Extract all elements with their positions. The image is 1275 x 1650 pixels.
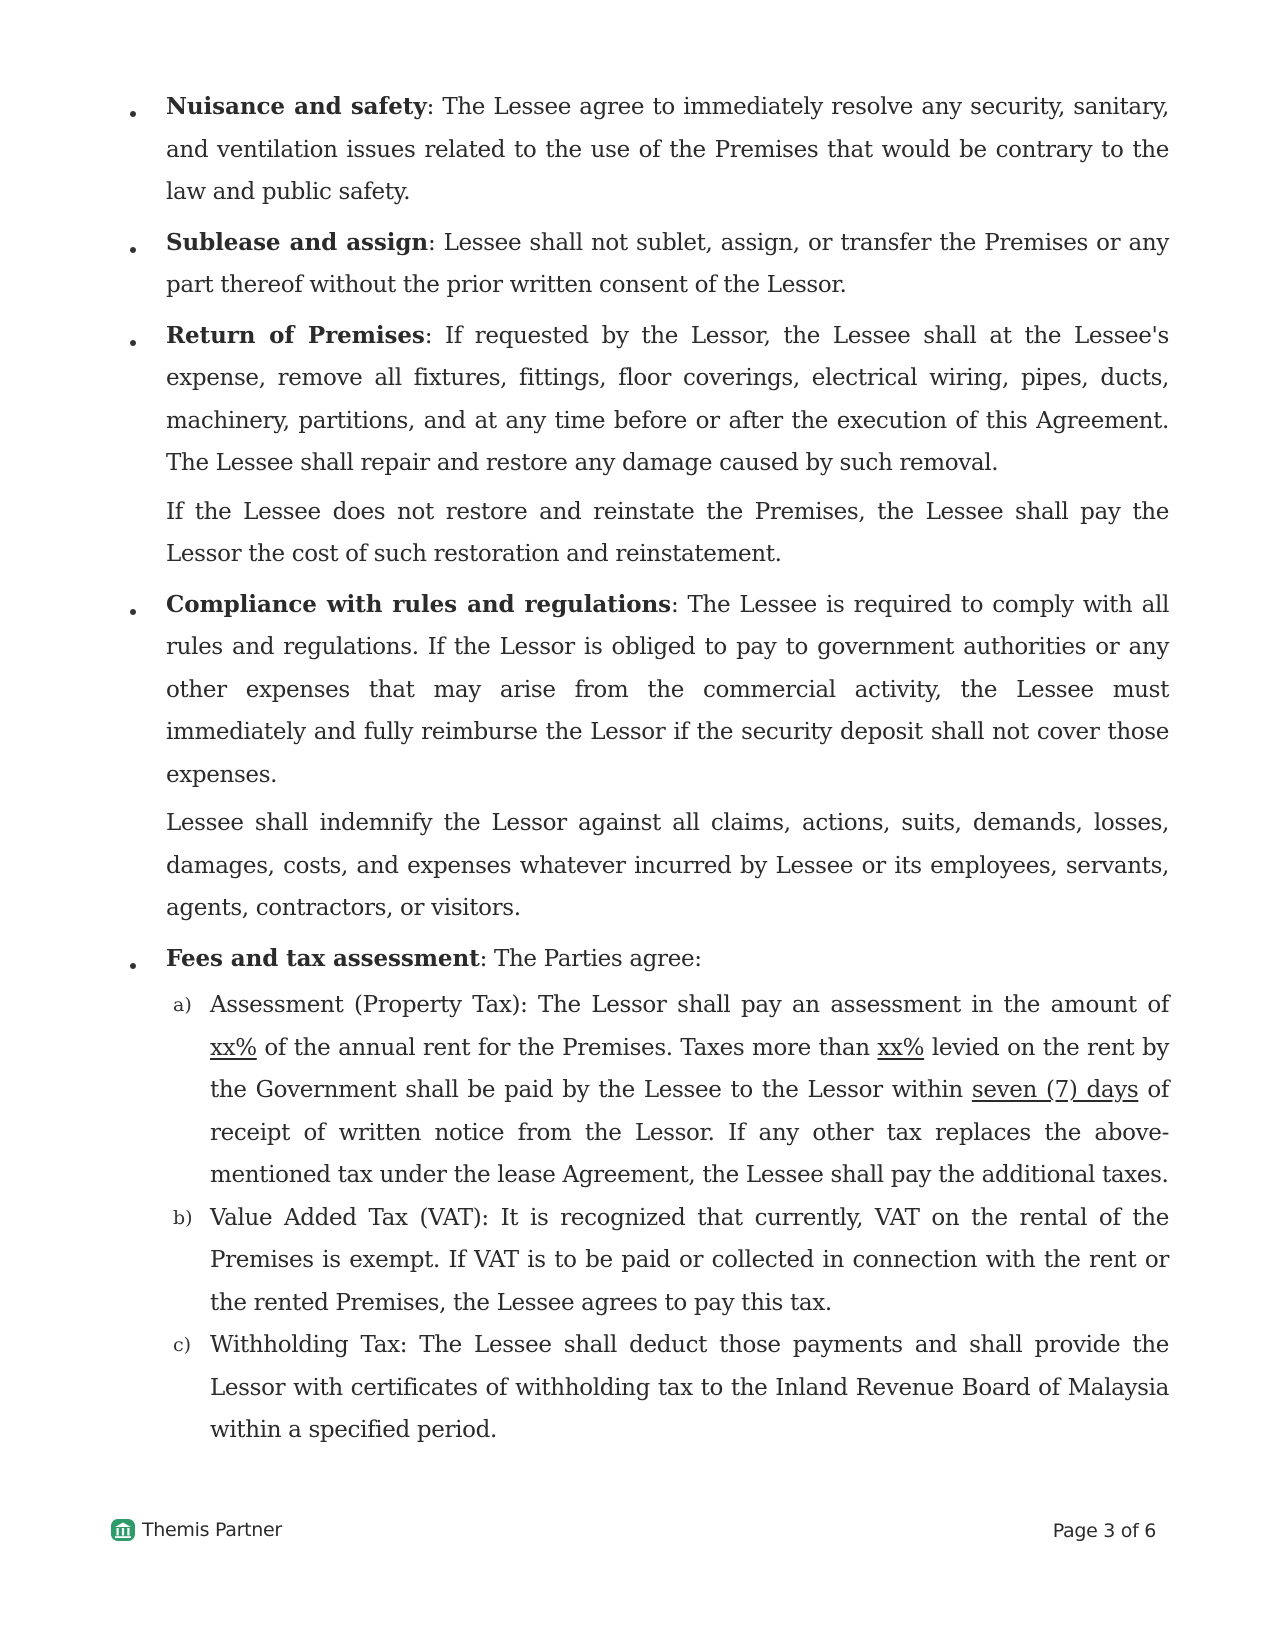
clause-extra-paragraph: If the Lessee does not restore and reinstate the Premises, the Lessee shall pay the Lessor the cost of such restoration and reinstatement. xyxy=(166,498,1169,567)
sub-item-text: Value Added Tax (VAT): It is recognized that currently, VAT on the rental of the Premises is exempt. If VAT is to be paid or collected in connection with the rent or the rented Premises, the Lessee agrees to pay this tax. xyxy=(210,1204,1169,1316)
bullet-icon xyxy=(130,963,136,969)
clause-nuisance-and-safety xyxy=(0,86,1275,214)
bullet-icon xyxy=(130,609,136,615)
days-field: seven (7) days xyxy=(971,1077,1139,1103)
clause-paragraph xyxy=(166,938,1169,981)
text-run: levied on the rent by the Government shall be paid by the Lessee to the Lessor within xyxy=(210,1034,1169,1103)
sub-item-vat xyxy=(166,1197,1169,1325)
sub-item-withholding xyxy=(166,1324,1169,1452)
text-run: of the annual rent for the Premises. Taxes more than xyxy=(256,1034,878,1061)
sub-item-marker: b) xyxy=(173,1206,193,1229)
brand xyxy=(111,1518,282,1542)
clause-paragraph xyxy=(166,222,1169,307)
clause-text: : The Lessee is required to comply with all rules and regulations. If the Lessor is obliged to pay to government authorities or any other expenses that may arise from the commercial activity, the Lessee must immediately and fully reimburse the Lessor if the security deposit shall not cover those expenses. xyxy=(166,591,1169,788)
clause-paragraph xyxy=(166,315,1169,485)
bullet-icon xyxy=(130,247,136,253)
clause-paragraph xyxy=(166,584,1169,797)
text-run: of receipt of written notice from the Lessor. If any other tax replaces the above-mentioned tax under the lease Agreement, the Lessee shall pay the additional taxes. xyxy=(210,1077,1170,1188)
clause-paragraph xyxy=(166,86,1169,214)
clause-text: : The Parties agree: xyxy=(479,945,702,972)
clause-term: Nuisance and safety xyxy=(166,93,427,120)
clause-sublease-and-assign xyxy=(0,222,1275,307)
tax-sublist xyxy=(166,984,1169,1452)
clause-text: : The Lessee agree to immediately resolve any security, sanitary, and ventilation issues related to the use of the Premises that would be contrary to the law and public safety. xyxy=(166,94,1169,205)
sub-item-assessment xyxy=(166,984,1169,1197)
bullet-icon xyxy=(130,340,136,346)
text-run: Assessment (Property Tax): The Lessor shall pay an assessment in the amount of xyxy=(210,992,1169,1018)
sub-item-marker: a) xyxy=(173,994,192,1016)
page-number: Page 3 of 6 xyxy=(1052,1520,1156,1542)
page-footer xyxy=(0,1518,1275,1558)
clause-text: : Lessee shall not sublet, assign, or transfer the Premises or any part thereof without the prior written consent of the Lessor. xyxy=(166,229,1169,298)
clause-return-of-premises xyxy=(0,315,1275,576)
clause-extra-paragraph: Lessee shall indemnify the Lessor against all claims, actions, suits, demands, losses, damages, costs, and expenses whatever incurred by Lessee or its employees, servants, agents, contractors, or visitors. xyxy=(166,810,1169,921)
blank-percent-field: xx% xyxy=(877,1034,925,1061)
clause-term: Sublease and assign xyxy=(166,228,428,256)
sub-item-text xyxy=(210,984,1169,1197)
clause-term: Return of Premises xyxy=(166,321,425,349)
sub-item-text: Withholding Tax: The Lessee shall deduct those payments and shall provide the Lessor with certificates of withholding tax to the Inland Revenue Board of Malaysia within a specified period. xyxy=(210,1332,1169,1443)
sub-item-marker: c) xyxy=(173,1334,192,1356)
bullet-icon xyxy=(130,111,136,117)
clause-term: Fees and tax assessment xyxy=(166,944,480,972)
clause-text: : If requested by the Lessor, the Lessee shall at the Lessee's expense, remove all fixtures, fittings, floor coverings, electrical wiring, pipes, ducts, machinery, partitions, and at any time before or after the execution of this Agreement. The Lessee shall repair and restore any damage caused by such removal. xyxy=(166,322,1169,476)
blank-percent-field: xx% xyxy=(210,1034,257,1061)
document-body xyxy=(0,86,1275,1460)
brand-name: Themis Partner xyxy=(142,1519,282,1541)
pillar-building-icon xyxy=(111,1518,135,1542)
clause-compliance xyxy=(0,584,1275,930)
clause-term: Compliance with rules and regulations xyxy=(166,590,672,618)
clause-fees-and-tax xyxy=(0,938,1275,1452)
